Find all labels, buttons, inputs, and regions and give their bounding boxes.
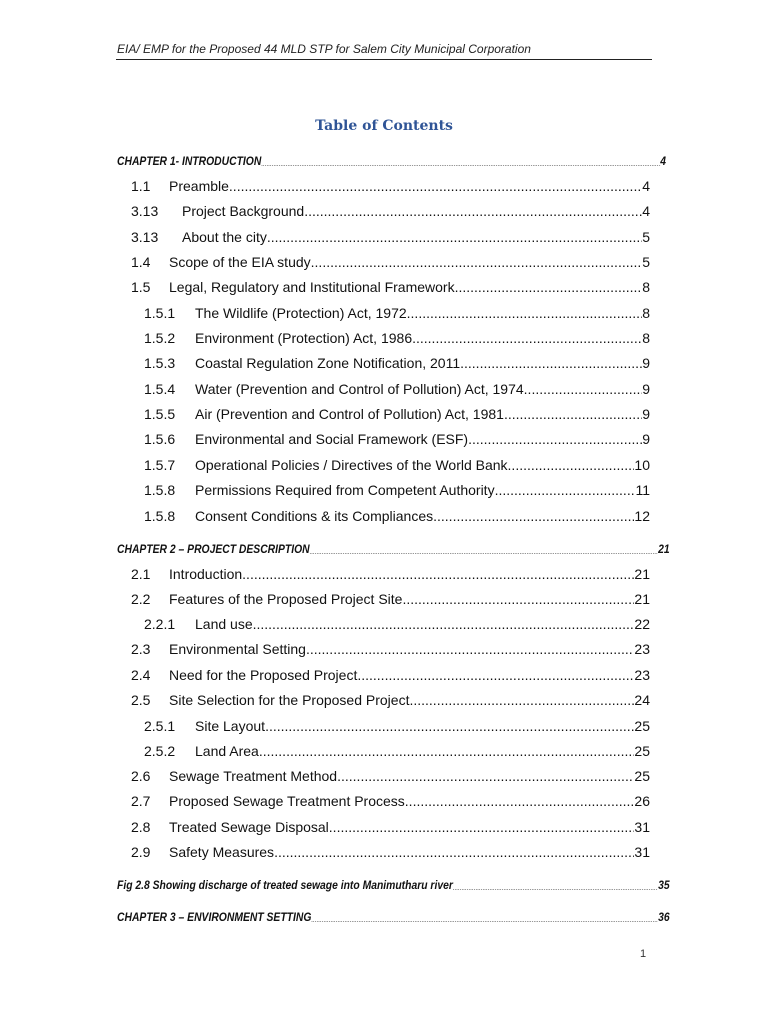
toc-entry[interactable] [131,177,650,195]
toc-entry-number: 1.5.5 [144,406,176,422]
toc-entry-title: Treated Sewage Disposal [169,819,329,835]
dot-leader [524,380,643,398]
toc-entry[interactable] [131,253,650,271]
toc-entry[interactable] [131,818,650,836]
toc-entry-title: Fig 2.8 Showing discharge of treated sewage into Manimutharu river [117,880,453,892]
toc-entry-page: 12 [634,508,650,524]
dot-leader [468,430,642,448]
dot-leader [405,792,635,810]
page-number: 1 [640,948,647,960]
toc-entry-title: Sewage Treatment Method [169,768,338,784]
toc-figure-entry[interactable] [117,877,670,895]
toc-entry-number: 1.5.1 [144,305,176,321]
toc-entry-title: Legal, Regulatory and Institutional Framework [169,279,455,295]
dot-leader [460,354,642,372]
dot-leader [310,546,658,559]
dot-leader [455,278,643,296]
toc-entry-page: 23 [634,667,650,683]
toc-chapter-1[interactable] [117,153,666,171]
toc-entry-number: 1.1 [131,178,151,194]
toc-entry-page: 9 [642,381,650,397]
toc-entry-page: 24 [634,692,650,708]
toc-entry-title: Water (Prevention and Control of Pollution) Act, 1974 [195,381,524,397]
toc-entry-page: 5 [642,229,650,245]
toc-entry-title: Site Selection for the Proposed Project [169,692,410,708]
toc-entry-title: CHAPTER 3 – ENVIRONMENT SETTING [117,912,312,924]
dot-leader [311,253,643,271]
toc-entry[interactable] [144,615,650,633]
toc-entry-page: 26 [634,793,650,809]
toc-entry[interactable] [131,843,650,861]
toc-entry-number: 2.9 [131,844,151,860]
toc-entry-page: 21 [658,544,670,556]
toc-entry-page: 35 [658,880,670,892]
dot-leader [329,818,635,836]
toc-entry-title: Air (Prevention and Control of Pollution) Act, 1981 [195,406,504,422]
toc-entry-title: Permissions Required from Competent Authority [195,482,495,498]
toc-entry-title: CHAPTER 1- INTRODUCTION [117,156,262,168]
toc-entry[interactable] [131,767,650,785]
toc-entry-page: 25 [634,743,650,759]
dot-leader [229,177,642,195]
toc-entry-title: Operational Policies / Directives of the World Bank [195,457,508,473]
toc-entry[interactable] [144,380,650,398]
toc-entry[interactable] [131,565,650,583]
toc-entry-page: 11 [635,482,650,498]
toc-entry-page: 31 [634,819,650,835]
toc-entry-page: 8 [642,279,650,295]
toc-chapter-3[interactable] [117,909,670,927]
dot-leader [265,717,634,735]
dot-leader [504,405,642,423]
toc-entry[interactable] [144,717,650,735]
running-header: EIA/ EMP for the Proposed 44 MLD STP for Salem City Municipal Corporation [117,42,531,56]
dot-leader [306,640,634,658]
toc-entry[interactable] [131,590,650,608]
toc-entry-page: 23 [634,641,650,657]
toc-entry-number: 3.13 [131,229,159,245]
toc-entry-title: Preamble [169,178,229,194]
toc-chapter-2[interactable] [117,541,670,559]
toc-entry-number: 2.5.2 [144,743,176,759]
dot-leader [433,507,634,525]
toc-entry[interactable] [144,405,650,423]
toc-entry[interactable] [144,354,650,372]
toc-entry-title: Introduction [169,566,243,582]
toc-entry[interactable] [131,691,650,709]
toc-entry-title: Environment (Protection) Act, 1986 [195,330,413,346]
dot-leader [261,158,660,171]
toc-entry[interactable] [144,304,650,322]
toc-entry[interactable] [131,792,650,810]
toc-entry-number: 3.13 [131,203,159,219]
toc-entry-page: 8 [642,330,650,346]
toc-entry-title: Coastal Regulation Zone Notification, 2011 [195,355,461,371]
toc-entry-page: 4 [642,178,650,194]
dot-leader [508,456,635,474]
toc-entry-title: Land Area [195,743,259,759]
toc-entry[interactable] [144,430,650,448]
toc-entry[interactable] [131,202,650,220]
dot-leader [357,666,634,684]
toc-entry-page: 25 [634,718,650,734]
toc-entry-title: Safety Measures [169,844,275,860]
toc-entry-number: 2.1 [131,566,151,582]
toc-entry-page: 4 [642,203,650,219]
toc-entry-page: 25 [634,768,650,784]
toc-entry[interactable] [131,278,650,296]
toc-entry-number: 2.7 [131,793,151,809]
toc-entry[interactable] [144,481,650,499]
toc-entry-number: 1.5.4 [144,381,176,397]
toc-entry-title: Features of the Proposed Project Site [169,591,403,607]
toc-entry-page: 36 [658,912,670,924]
toc-entry-number: 1.5.7 [144,457,176,473]
toc-entry-title: Scope of the EIA study [169,254,311,270]
toc-entry-number: 2.3 [131,641,151,657]
toc-entry-number: 2.2.1 [144,616,176,632]
dot-leader [259,742,635,760]
toc-entry-page: 9 [642,406,650,422]
toc-entry-title: Environmental and Social Framework (ESF) [195,431,469,447]
toc-entry-page: 10 [634,457,650,473]
toc-entry-title: Proposed Sewage Treatment Process [169,793,405,809]
dot-leader [304,202,642,220]
dot-leader [402,590,634,608]
dot-leader [242,565,634,583]
toc-entry-number: 1.5.6 [144,431,176,447]
dot-leader [409,691,634,709]
toc-entry-title: About the city [182,229,267,245]
toc-entry-title: Environmental Setting [169,641,306,657]
toc-entry[interactable] [131,228,650,246]
toc-entry-page: 21 [634,566,650,582]
toc-entry-title: CHAPTER 2 – PROJECT DESCRIPTION [117,544,310,556]
dot-leader [412,329,642,347]
toc-entry-page: 31 [634,844,650,860]
toc-entry-title: The Wildlife (Protection) Act, 1972 [195,305,407,321]
toc-entry-page: 22 [634,616,650,632]
toc-entry-number: 1.5.3 [144,355,176,371]
toc-entry[interactable] [144,742,650,760]
dot-leader [253,615,635,633]
dot-leader [311,914,658,927]
toc-entry-number: 2.5.1 [144,718,176,734]
toc-title: Table of Contents [315,118,453,134]
dot-leader [453,882,658,895]
toc-entry-number: 2.4 [131,667,151,683]
toc-entry-page: 9 [642,431,650,447]
dot-leader [274,843,634,861]
toc-entry-page: 8 [642,305,650,321]
toc-entry[interactable] [144,329,650,347]
toc-entry-number: 2.6 [131,768,151,784]
dot-leader [267,228,642,246]
toc-entry-number: 1.5.2 [144,330,176,346]
dot-leader [495,481,636,499]
toc-entry-number: 1.5 [131,279,151,295]
toc-entry[interactable] [144,456,650,474]
toc-entry-number: 2.8 [131,819,151,835]
toc-entry[interactable] [131,640,650,658]
toc-entry-title: Site Layout [195,718,266,734]
toc-entry-page: 4 [660,156,666,168]
toc-entry[interactable] [144,507,650,525]
toc-entry-page: 9 [642,355,650,371]
header-rule [116,59,652,60]
dot-leader [337,767,634,785]
toc-entry-page: 21 [634,591,650,607]
toc-entry-title: Land use [195,616,253,632]
toc-entry-number: 1.5.8 [144,508,176,524]
toc-entry-page: 5 [642,254,650,270]
toc-entry-number: 2.2 [131,591,151,607]
toc-entry-title: Consent Conditions & its Compliances [195,508,434,524]
toc-entry-title: Need for the Proposed Project [169,667,358,683]
toc-entry-number: 1.4 [131,254,151,270]
toc-entry-number: 1.5.8 [144,482,176,498]
toc-entry[interactable] [131,666,650,684]
toc-entry-number: 2.5 [131,692,151,708]
dot-leader [407,304,643,322]
toc-entry-title: Project Background [182,203,305,219]
